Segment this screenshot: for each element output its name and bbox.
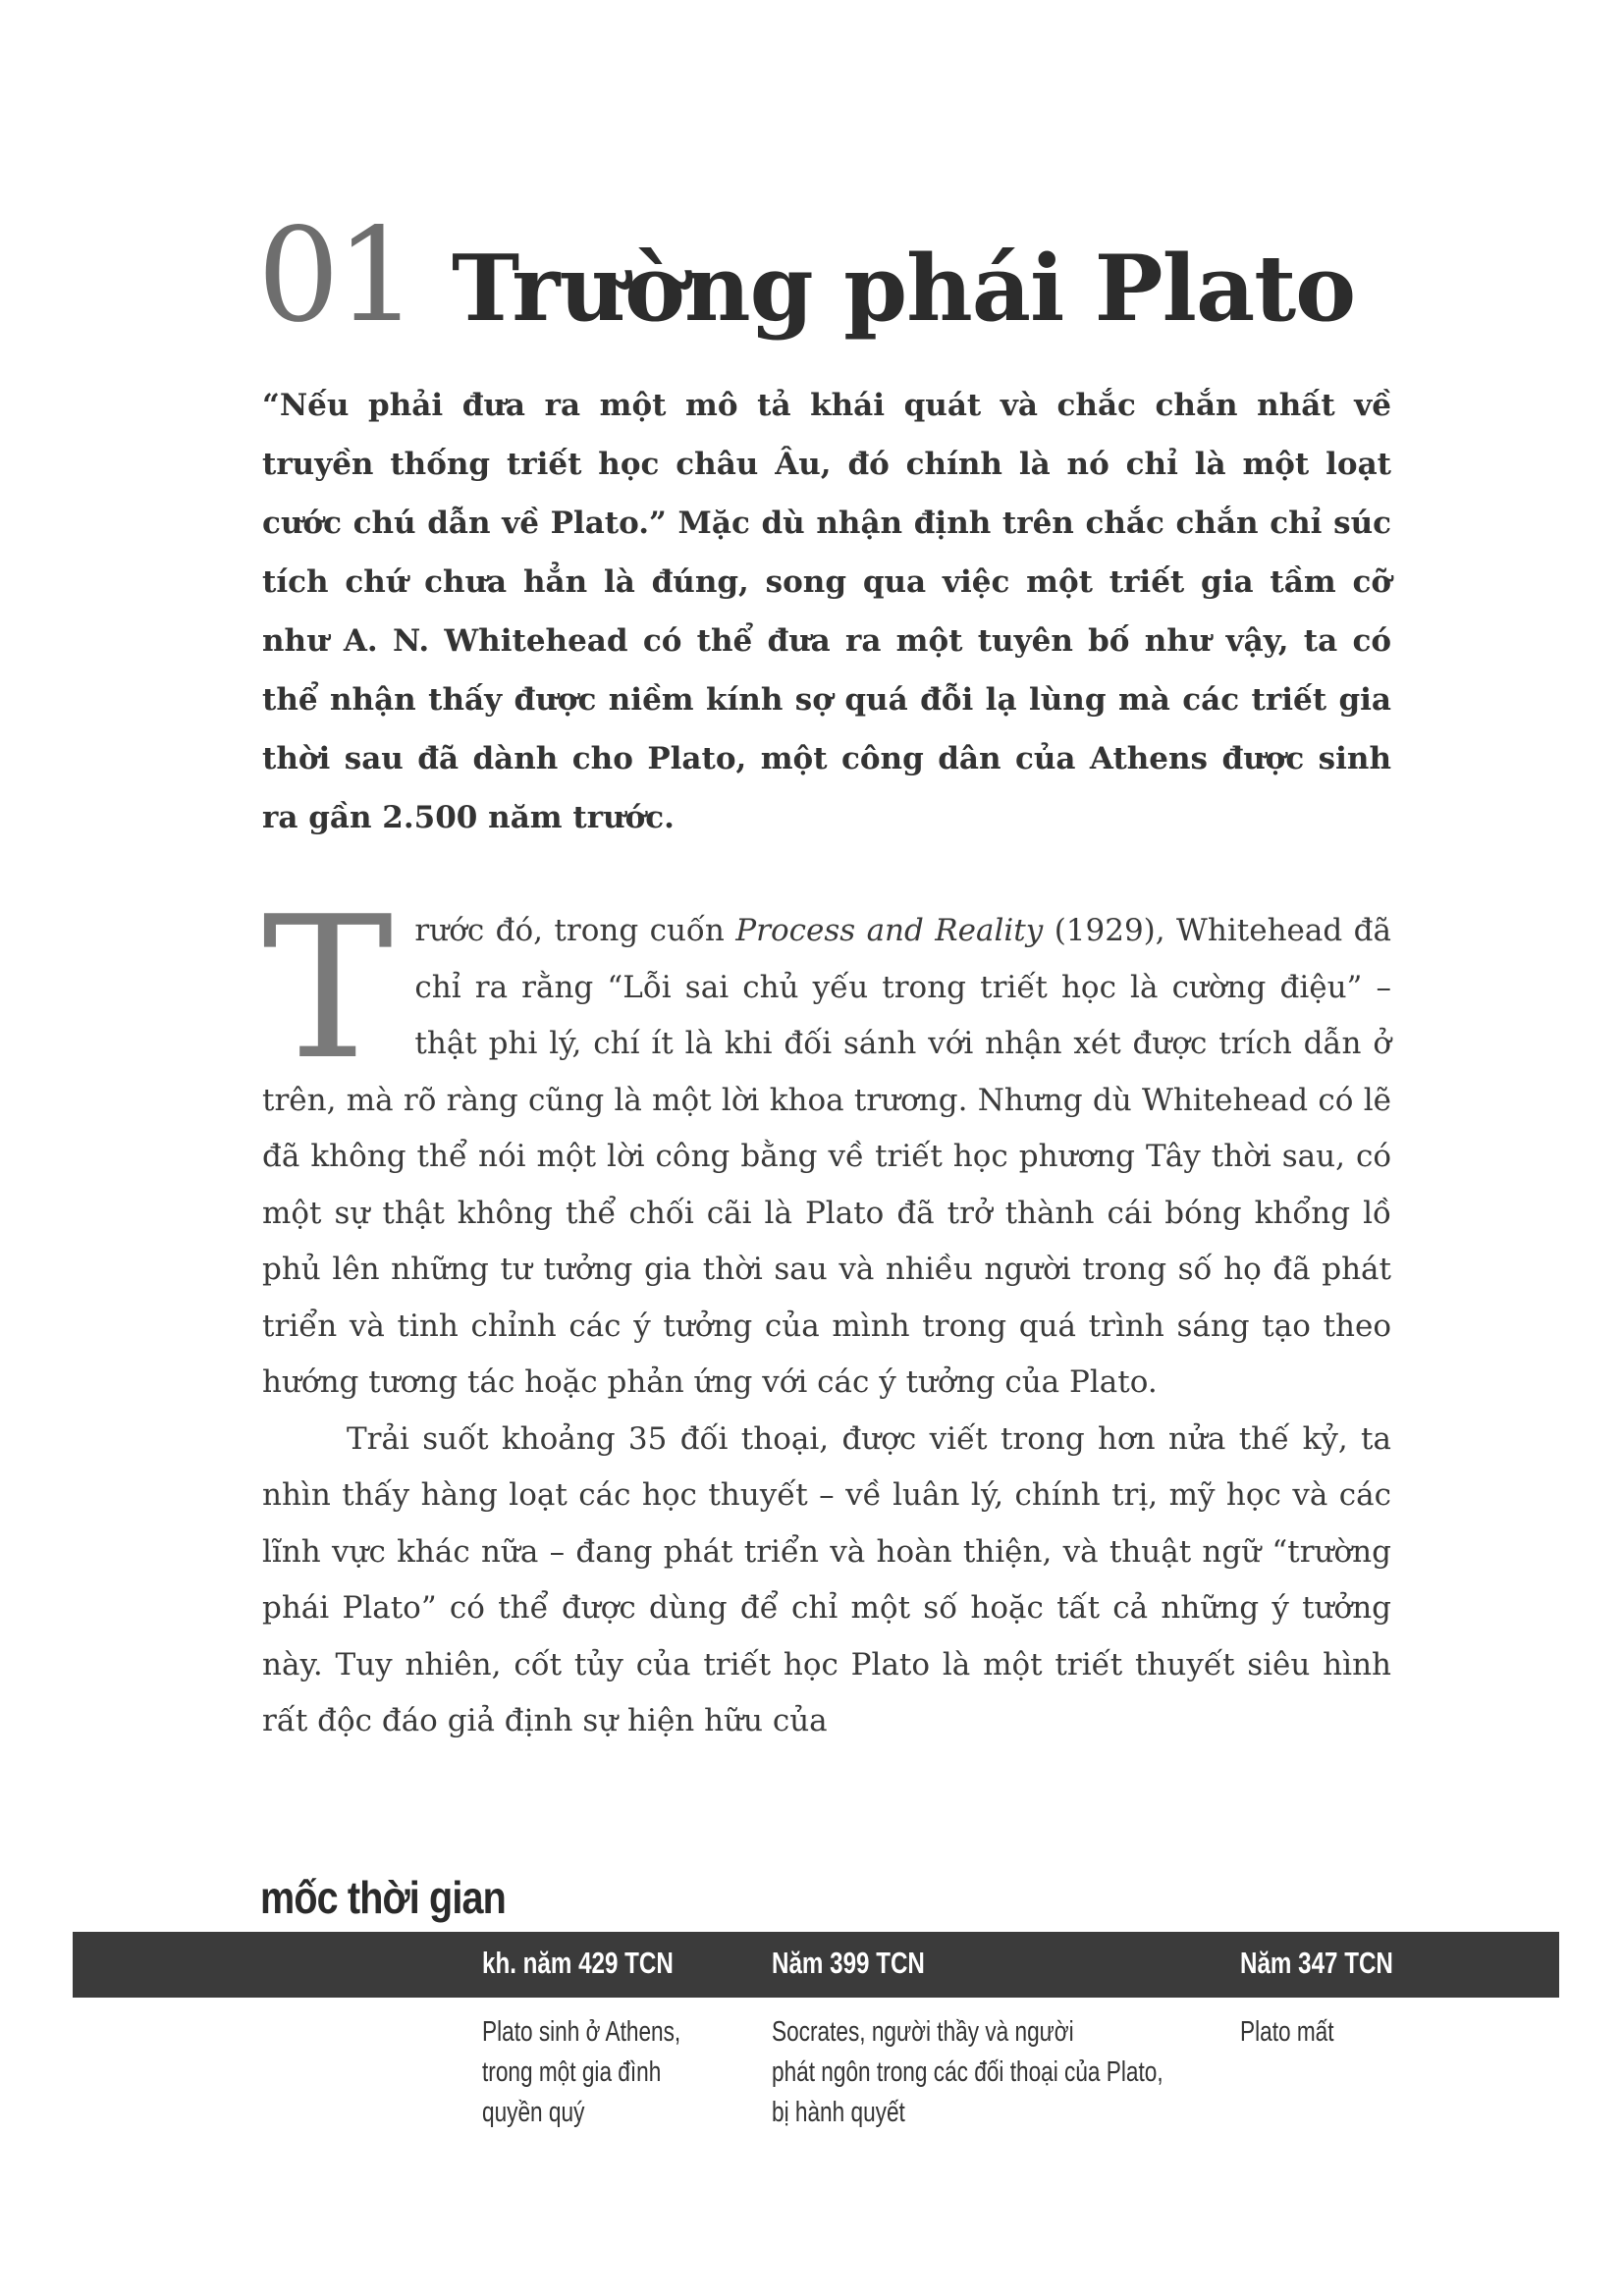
intro-paragraph: “Nếu phải đưa ra một mô tả khái quát và chắc chắn nhất về truyền thống triết học châu Âu, đó chính là nó chỉ là một loạt cước chú dẫn về Plato.” Mặc dù nhận định trên chắc chắn chỉ súc tích chứ chưa hẳn là đúng, song qua việc một triết gia tầm cỡ như A. N. Whitehead có thể đưa ra một tuyên bố như vậy, ta có thể nhận thấy được niềm kính sợ quá đỗi lạ lùng mà các triết gia thời sau đã dành cho Plato, một công dân của Athens được sinh ra gần 2.500 năm trước. xyxy=(262,388,1391,835)
timeline-title: mốc thời gian xyxy=(260,1872,506,1923)
timeline-event-line: phát ngôn trong các đối thoại của Plato, xyxy=(772,2056,1163,2088)
para1-start: rước đó, trong cuốn xyxy=(414,913,736,948)
timeline-year-1: kh. năm 429 TCN xyxy=(482,1946,674,1980)
timeline-event-3 xyxy=(1240,2012,1334,2053)
book-title-italic: Process and Reality xyxy=(735,913,1044,948)
body-text xyxy=(262,875,1391,1750)
timeline-event-line: Plato mất xyxy=(1240,2016,1334,2048)
drop-cap: T xyxy=(262,875,394,1103)
timeline-event-line: Socrates, người thầy và người xyxy=(772,2016,1074,2048)
timeline-event-line: Plato sinh ở Athens, xyxy=(482,2016,681,2048)
timeline-year-2: Năm 399 TCN xyxy=(772,1946,925,1980)
timeline-event-line: trong một gia đình xyxy=(482,2056,662,2088)
timeline-event-1 xyxy=(482,2012,680,2133)
chapter-heading xyxy=(257,200,1386,383)
timeline-event-line: bị hành quyết xyxy=(772,2097,905,2128)
timeline-event-line: quyền quý xyxy=(482,2097,585,2128)
chapter-number: 01 xyxy=(257,200,414,351)
timeline-year-3: Năm 347 TCN xyxy=(1240,1946,1393,1980)
para1-rest: (1929), Whitehead đã chỉ ra rằng “Lỗi sai chủ yếu trong triết học là cường điệu” – thật phi lý, chí ít là khi đối sánh với nhận xét được trích dẫn ở trên, mà rõ ràng cũng là một lời khoa trương. Nhưng dù Whitehead có lẽ đã không thể nói một lời công bằng về triết học phương Tây thời sau, có một sự thật không thể chối cãi là Plato đã trở thành cái bóng khổng lồ phủ lên những tư tưởng gia thời sau và nhiều người trong số họ đã phát triển và tinh chỉnh các ý tưởng của mình trong quá trình sáng tạo theo hướng tương tác hoặc phản ứng với các ý tưởng của Plato. xyxy=(262,913,1391,1400)
chapter-title: Trường phái Plato xyxy=(451,235,1356,342)
timeline-event-2 xyxy=(772,2012,1163,2133)
body-paragraph-1 xyxy=(262,875,1391,1412)
body-paragraph-2: Trải suốt khoảng 35 đối thoại, được viết trong hơn nửa thế kỷ, ta nhìn thấy hàng loạt các học thuyết – về luân lý, chính trị, mỹ học và các lĩnh vực khác nữa – đang phát triển và hoàn thiện, và thuật ngữ “trường phái Plato” có thể được dùng để chỉ một số hoặc tất cả những ý tưởng này. Tuy nhiên, cốt tủy của triết học Plato là một triết thuyết siêu hình rất độc đáo giả định sự hiện hữu của xyxy=(262,1420,1391,1738)
